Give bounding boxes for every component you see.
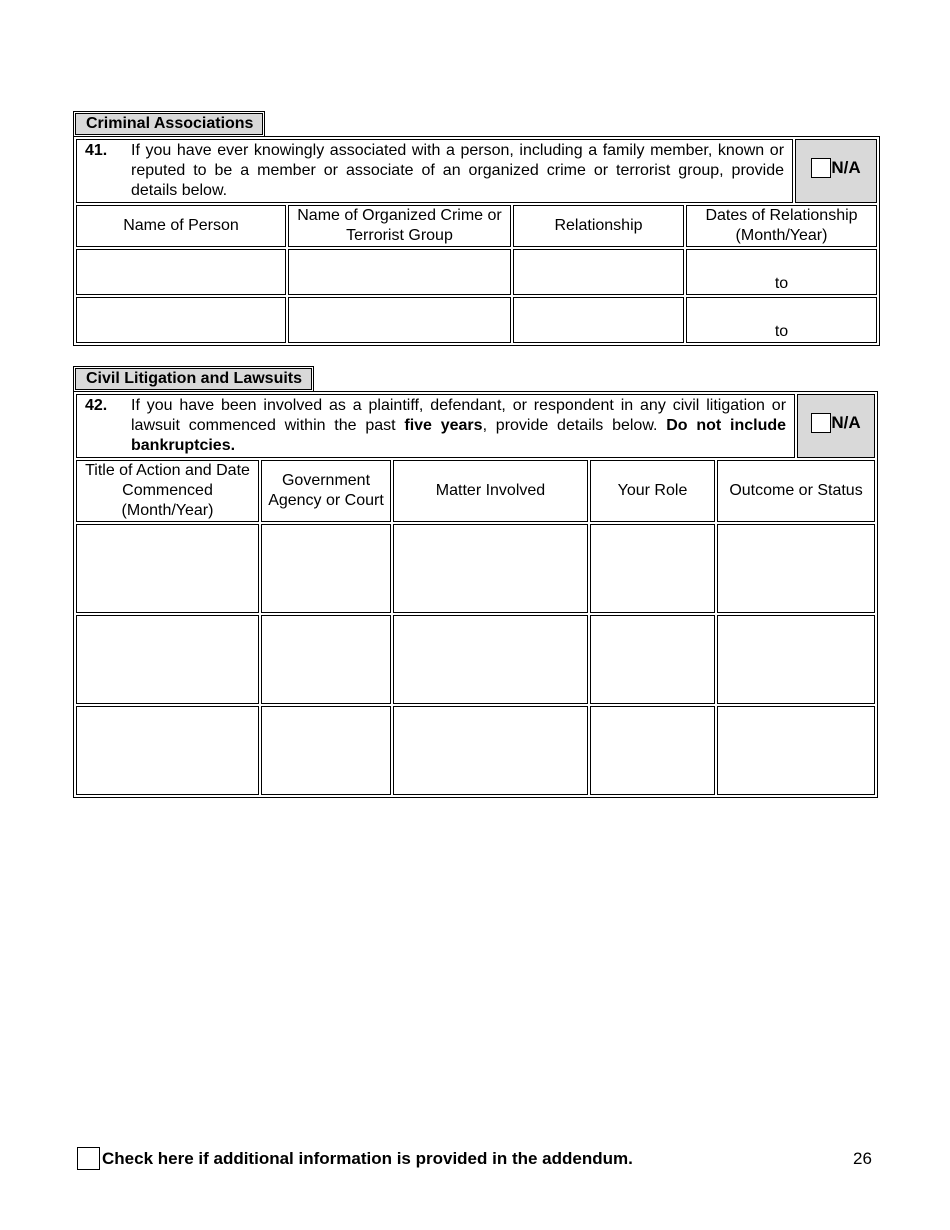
dates-field[interactable]	[686, 297, 877, 343]
title-of-action-field[interactable]	[76, 706, 259, 795]
table-row	[76, 297, 877, 343]
question-number: 41.	[85, 142, 108, 159]
outcome-field[interactable]	[717, 706, 875, 795]
column-header-name-of-person: Name of Person	[76, 205, 286, 247]
matter-involved-field[interactable]	[393, 524, 588, 613]
na-checkbox-42[interactable]	[811, 413, 831, 433]
column-header-your-role: Your Role	[590, 460, 715, 522]
matter-involved-field[interactable]	[393, 615, 588, 704]
column-header-relationship: Relationship	[513, 205, 684, 247]
na-label: N/A	[831, 158, 861, 177]
date-separator: to	[774, 323, 789, 340]
organized-group-field[interactable]	[288, 249, 511, 295]
name-of-person-field[interactable]	[76, 297, 286, 343]
table-row	[76, 249, 877, 295]
relationship-field[interactable]	[513, 297, 684, 343]
column-header-matter-involved: Matter Involved	[393, 460, 588, 522]
na-label: N/A	[831, 413, 861, 432]
table-row	[76, 706, 875, 795]
outcome-field[interactable]	[717, 615, 875, 704]
addendum-checkbox[interactable]	[77, 1147, 100, 1170]
question-text: If you have been involved as a plaintiff, defendant, or respondent in any civil litigation or lawsuit commenced within the past five years, provide details below. Do not include bankruptcies.	[131, 397, 787, 454]
agency-or-court-field[interactable]	[261, 615, 391, 704]
section-title-civil-litigation	[73, 366, 314, 392]
addendum-label: Check here if additional information is provided in the addendum.	[102, 1148, 633, 1168]
name-of-person-field[interactable]	[76, 249, 286, 295]
organized-group-field[interactable]	[288, 297, 511, 343]
table-row	[76, 615, 875, 704]
column-header-outcome: Outcome or Status	[717, 460, 875, 522]
title-of-action-field[interactable]	[76, 524, 259, 613]
question-text: If you have ever knowingly associated with a person, including a family member, known or reputed to be a member or associate of an organized crime or terrorist group, provide details below.	[131, 142, 785, 199]
section-title-criminal-associations	[73, 111, 265, 137]
column-header-title-of-action: Title of Action and Date Commenced (Month/Year)	[76, 460, 259, 522]
table-row	[76, 524, 875, 613]
section-title-text: Civil Litigation and Lawsuits	[75, 368, 312, 390]
title-of-action-field[interactable]	[76, 615, 259, 704]
question-42	[76, 394, 795, 458]
date-separator: to	[774, 275, 789, 292]
your-role-field[interactable]	[590, 615, 715, 704]
addendum-row	[77, 1147, 633, 1170]
civil-litigation-table	[73, 391, 878, 798]
na-cell-41	[795, 139, 877, 203]
agency-or-court-field[interactable]	[261, 524, 391, 613]
na-checkbox-41[interactable]	[811, 158, 831, 178]
section-title-text: Criminal Associations	[75, 113, 263, 135]
agency-or-court-field[interactable]	[261, 706, 391, 795]
question-41	[76, 139, 793, 203]
your-role-field[interactable]	[590, 706, 715, 795]
matter-involved-field[interactable]	[393, 706, 588, 795]
criminal-associations-table	[73, 136, 880, 346]
column-header-agency-or-court: Government Agency or Court	[261, 460, 391, 522]
dates-field[interactable]	[686, 249, 877, 295]
question-number: 42.	[85, 397, 108, 414]
your-role-field[interactable]	[590, 524, 715, 613]
outcome-field[interactable]	[717, 524, 875, 613]
na-cell-42	[797, 394, 875, 458]
column-header-organized-group: Name of Organized Crime or Terrorist Group	[288, 205, 511, 247]
relationship-field[interactable]	[513, 249, 684, 295]
page-number: 26	[853, 1149, 872, 1168]
column-header-dates: Dates of Relationship (Month/Year)	[686, 205, 877, 247]
